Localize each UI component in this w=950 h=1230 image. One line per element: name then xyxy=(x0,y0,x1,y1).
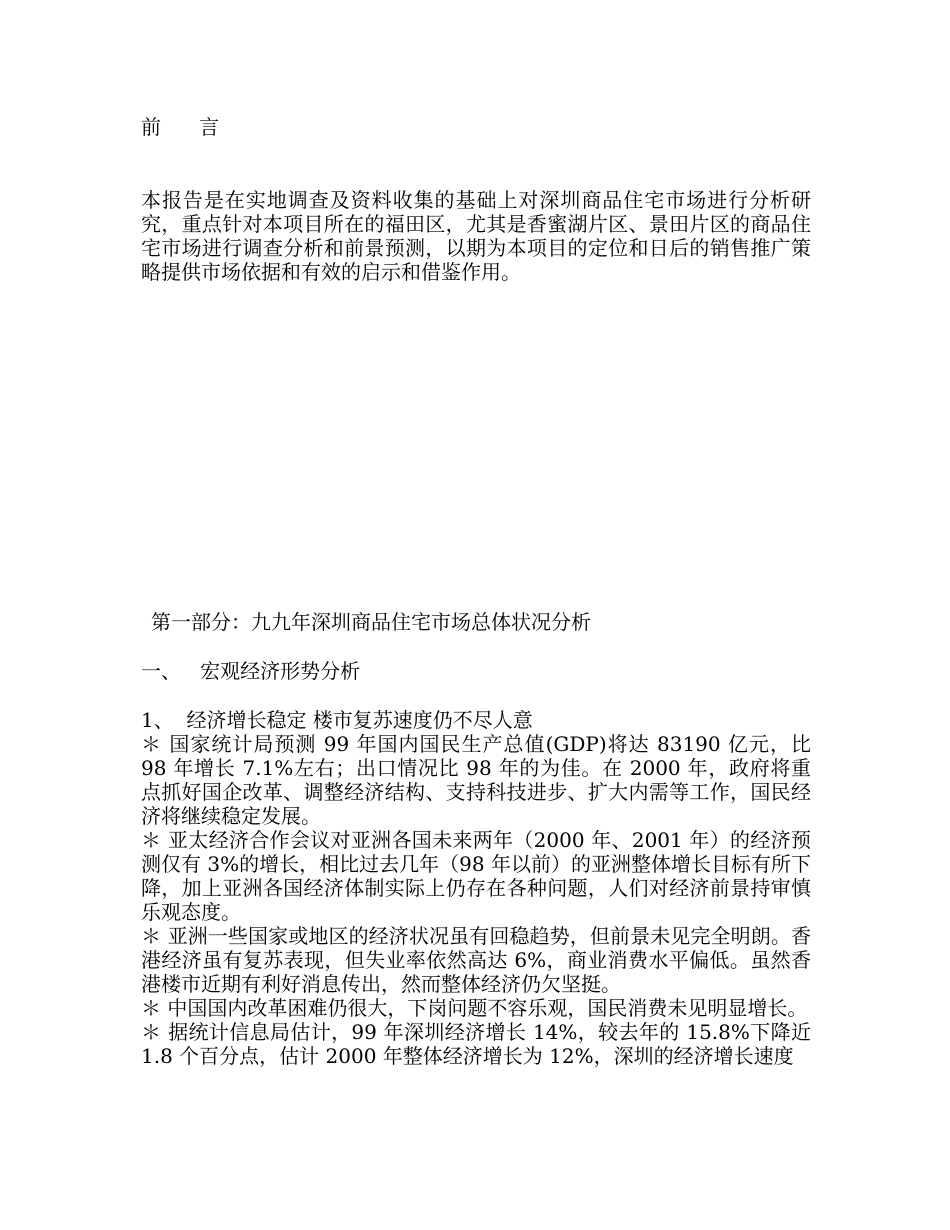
bullet-paragraph: ＊ 国家统计局预测 99 年国内国民生产总值(GDP)将达 83190 亿元，比 98 年增长 7.1%左右；出口情况比 98 年的为佳。在 2000 年，政府将重点抓好国企改革、调整经济结构、支持科技进步、扩大内需等工作，国民经济将继续稳定发展。 xyxy=(141,732,811,828)
section-title: 一、 宏观经济形势分析 xyxy=(141,659,361,683)
bullet-paragraph: ＊ 据统计信息局估计，99 年深圳经济增长 14%，较去年的 15.8%下降近 1.8 个百分点，估计 2000 年整体经济增长为 12%，深圳的经济增长速度 xyxy=(141,1020,811,1068)
bullet-paragraph: ＊ 亚洲一些国家或地区的经济状况虽有回稳趋势，但前景未见完全明朗。香港经济虽有复苏表现，但失业率依然高达 6%，商业消费水平偏低。虽然香港楼市近期有利好消息传出，然而整体经济仍欠坚挺。 xyxy=(141,924,811,996)
subsection-heading: 1、 经济增长稳定 楼市复苏速度仍不尽人意 xyxy=(141,708,533,732)
bullet-paragraph: ＊ 亚太经济合作会议对亚洲各国未来两年（2000 年、2001 年）的经济预测仅有 3%的增长，相比过去几年（98 年以前）的亚洲整体增长目标有所下降，加上亚洲各国经济体制实际上仍存在各种问题，人们对经济前景持审慎乐观态度。 xyxy=(141,828,811,924)
bullet-paragraph: ＊ 中国国内改革困难仍很大，下岗问题不容乐观，国民消费未见明显增长。 xyxy=(141,996,808,1020)
subsection-body xyxy=(141,708,811,1068)
intro-paragraph: 本报告是在实地调查及资料收集的基础上对深圳商品住宅市场进行分析研究，重点针对本项目所在的福田区，尤其是香蜜湖片区、景田片区的商品住宅市场进行调查分析和前景预测，以期为本项目的定位和日后的销售推广策略提供市场依据和有效的启示和借鉴作用。 xyxy=(141,188,811,284)
preface-title: 前 言 xyxy=(141,115,220,139)
part-title: 第一部分：九九年深圳商品住宅市场总体状况分析 xyxy=(151,610,591,634)
